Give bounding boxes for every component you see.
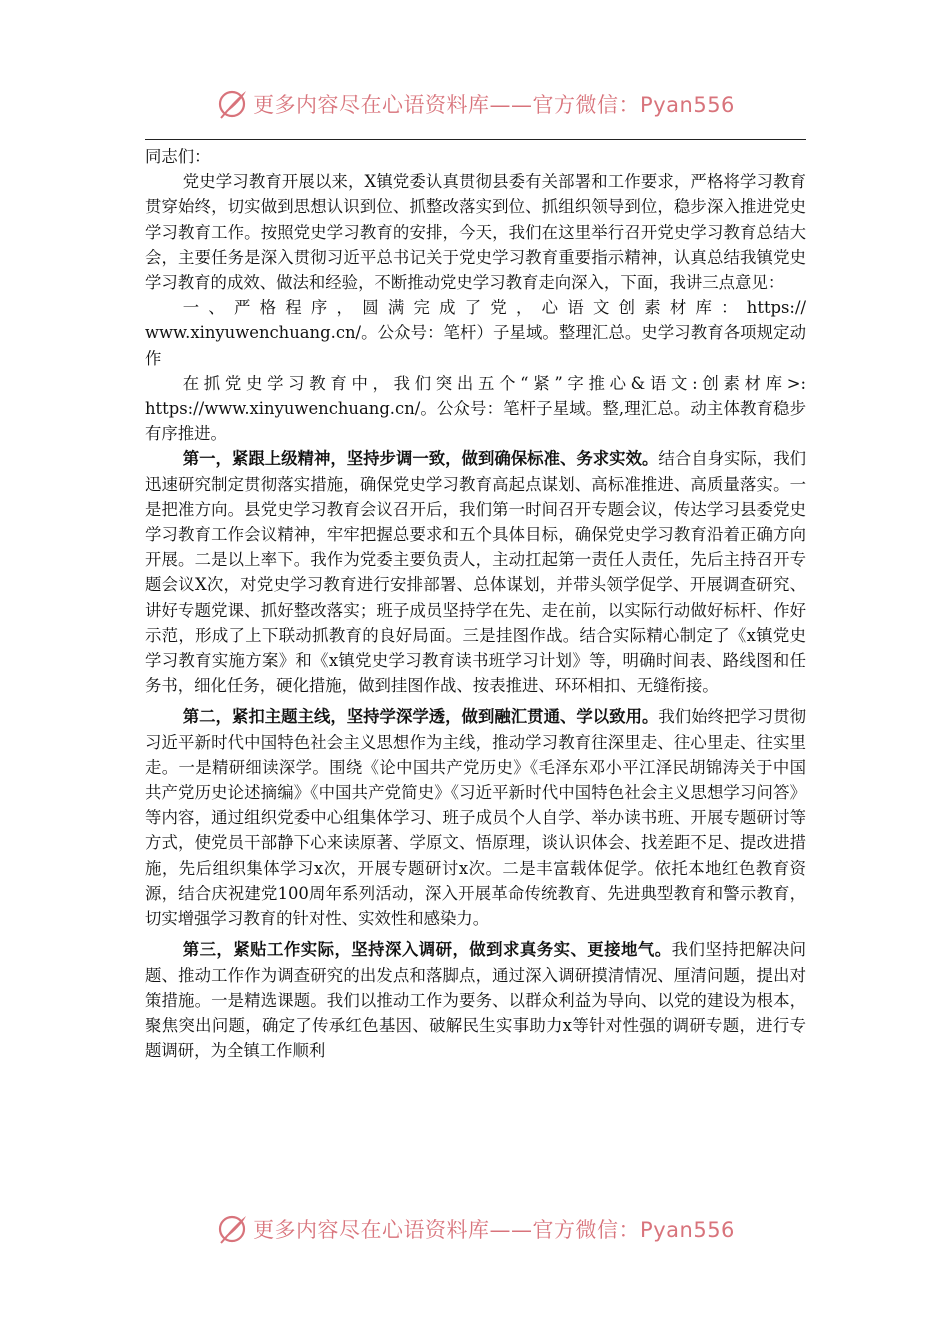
header-watermark-banner [0, 84, 950, 124]
point-1-title: 第一，紧跟上级精神，坚持步调一致，做到确保标准、务求实效。 [182, 449, 659, 469]
header-watermark-text: 更多内容尽在心语资料库——官方微信：Pyan556 [253, 93, 735, 117]
document-body [145, 144, 806, 1063]
point-3-title: 第三，紧贴工作实际，坚持深入调研，做到求真务实、更接地气。 [182, 940, 672, 960]
feather-pen-logo-icon [215, 1212, 249, 1246]
greeting: 同志们： [145, 147, 211, 166]
point-2-title: 第二，紧扣主题主线，坚持学深学透，做到融汇贯通、学以致用。 [182, 707, 659, 727]
point-2-body: 我们始终把学习贯彻习近平新时代中国特色社会主义思想作为主线，推动学习教育往深里走、往心里走、往实里走。一是精研细读深学。围绕《论中国共产党历史》《毛泽东邓小平江泽民胡锦涛关于中国共产党历史论述摘编》《中国共产党简史》《习近平新时代中国特色社会主义思想学习问答》等内容，通过组织党委中心组集体学习、班子成员个人自学、举办读书班、开展专题研讨等方式，使党员干部静下心来读原著、学原文、悟原理，谈认识体会、找差距不足、提改进措施，先后组织集体学习x次，开展专题研讨x次。二是丰富载体促学。依托本地红色教育资源，结合庆祝建党100周年系列活动，深入开展革命传统教育、先进典型教育和警示教育，切实增强学习教育的针对性、实效性和感染力。 [145, 707, 807, 929]
overview-paragraph: 在抓党史学习教育中，我们突出五个“紧”字推心&语文:创素材库>: https://www.xinyuwenchuang.cn/。公众号：笔杆子星域。整,理汇总。动主体教育稳步有序推进。 [145, 373, 806, 444]
point-1-paragraph [145, 446, 806, 698]
header-divider [145, 139, 806, 140]
feather-pen-logo-icon [215, 87, 249, 121]
intro-paragraph: 党史学习教育开展以来，X镇党委认真贯彻县委有关部署和工作要求，严格将学习教育贯穿始终，切实做到思想认识到位、抓整改落实到位、抓组织领导到位，稳步深入推进党史学习教育工作。按照党史学习教育的安排，今天，我们在这里举行召开党史学习教育总结大会，主要任务是深入贯彻习近平总书记关于党史学习教育重要指示精神，认真总结我镇党史学习教育的成效、做法和经验，不断推动党史学习教育走向深入，下面，我讲三点意见： [145, 172, 806, 293]
section-heading-1-line2: www.xinyuwenchuang.cn/。公众号：笔杆）子星域。整理汇总。史学习教育各项规定动作 [145, 323, 806, 368]
point-2-paragraph [145, 704, 806, 931]
point-3-body: 我们坚持把解决问题、推动工作作为调查研究的出发点和落脚点，通过深入调研摸清情况、厘清问题，提出对策措施。一是精选课题。我们以推动工作为要务、以群众利益为导向、以党的建设为根本，聚焦突出问题，确定了传承红色基因、破解民生实事助力x等针对性强的调研专题，进行专题调研，为全镇工作顺利 [145, 940, 807, 1061]
footer-watermark-text: 更多内容尽在心语资料库——官方微信：Pyan556 [253, 1218, 735, 1242]
point-1-body: 结合自身实际，我们迅速研究制定贯彻落实措施，确保党史学习教育高起点谋划、高标准推进、高质量落实。一是把准方向。县党史学习教育会议召开后，我们第一时间召开专题会议，传达学习县委党史学习教育工作会议精神，牢牢把握总要求和五个具体目标，确保党史学习教育沿着正确方向开展。二是以上率下。我作为党委主要负责人，主动扛起第一责任人责任，先后主持召开专题会议X次，对党史学习教育进行安排部署、总体谋划，并带头领学促学、开展调查研究、讲好专题党课、抓好整改落实；班子成员坚持学在先、走在前，以实际行动做好标杆、作好示范，形成了上下联动抓教育的良好局面。三是挂图作战。结合实际精心制定了《x镇党史学习教育实施方案》和《x镇党史学习教育读书班学习计划》等，明确时间表、路线图和任务书，细化任务，硬化措施，做到挂图作战、按表推进、环环相扣、无缝衔接。 [145, 449, 807, 696]
point-3-paragraph [145, 937, 806, 1063]
footer-watermark-banner [0, 1209, 950, 1249]
section-heading-1-line1: 一、严格程序，圆满完成了党，心语文创素材库：https:// [182, 298, 806, 318]
